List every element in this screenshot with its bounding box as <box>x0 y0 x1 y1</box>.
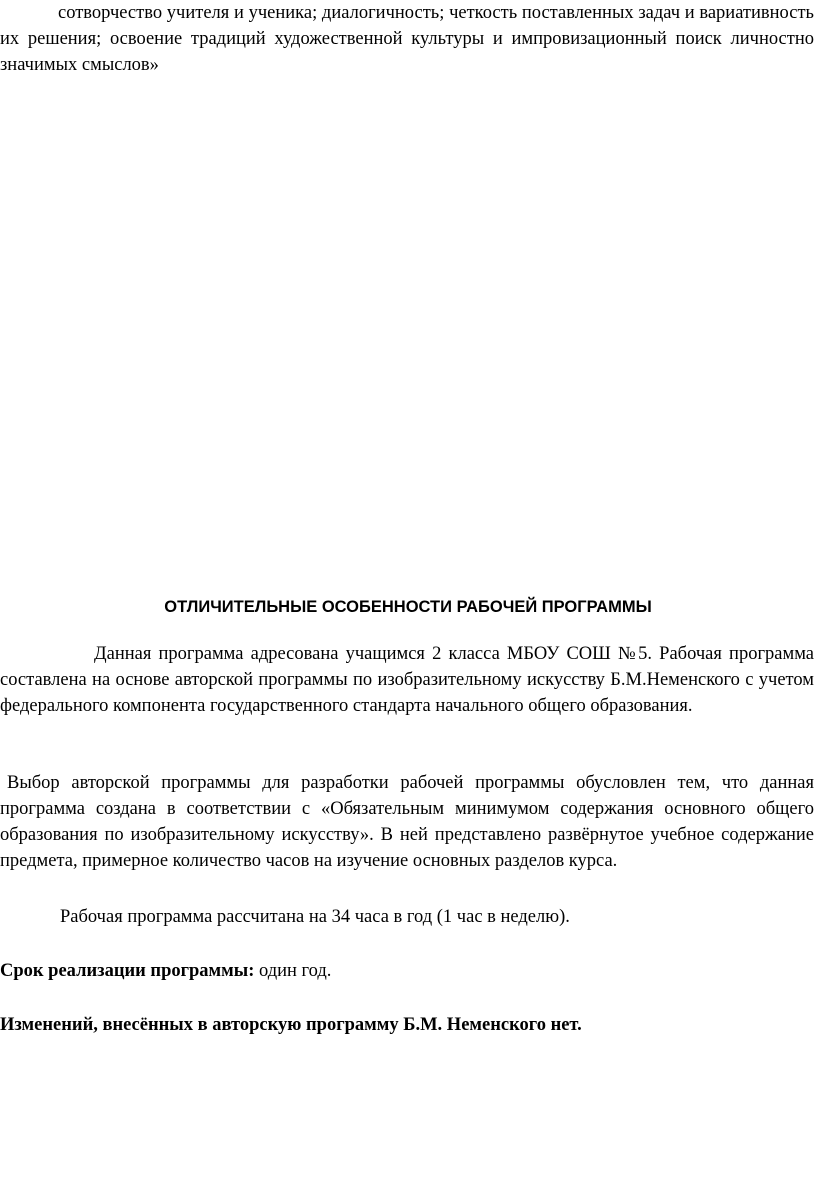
section-heading: ОТЛИЧИТЕЛЬНЫЕ ОСОБЕННОСТИ РАБОЧЕЙ ПРОГРАММЫ <box>164 598 652 616</box>
changes-note: Изменений, внесённых в авторскую программу Б.М. Неменского нет. <box>0 1015 582 1035</box>
paragraph-address: Данная программа адресована учащимся 2 класса МБОУ СОШ №5. Рабочая программа составлена на основе авторской программы по изобразительному искусству Б.М.Неменского с учетом федерального компонента государственного стандарта начального общего образования. <box>0 644 814 716</box>
term-value: один год. <box>254 961 332 981</box>
paragraph-choice: Выбор авторской программы для разработки рабочей программы обусловлен тем, что данная программа создана в соответствии с «Обязательным минимумом содержания основного общего образования по изобразительному искусству». В ней представлено развёрнутое учебное содержание предмета, примерное количество часов на изучение основных разделов курса. <box>0 773 814 871</box>
paragraph-hours: Рабочая программа рассчитана на 34 часа в год (1 час в неделю). <box>60 907 570 927</box>
term-label: Срок реализации программы: <box>0 961 255 981</box>
top-paragraph: сотворчество учителя и ученика; диалогичность; четкость поставленных задач и вариативность их решения; освоение традиций художественной культуры и импровизационный поиск личностно значимых смыслов» <box>0 3 814 75</box>
term-line <box>0 958 814 984</box>
